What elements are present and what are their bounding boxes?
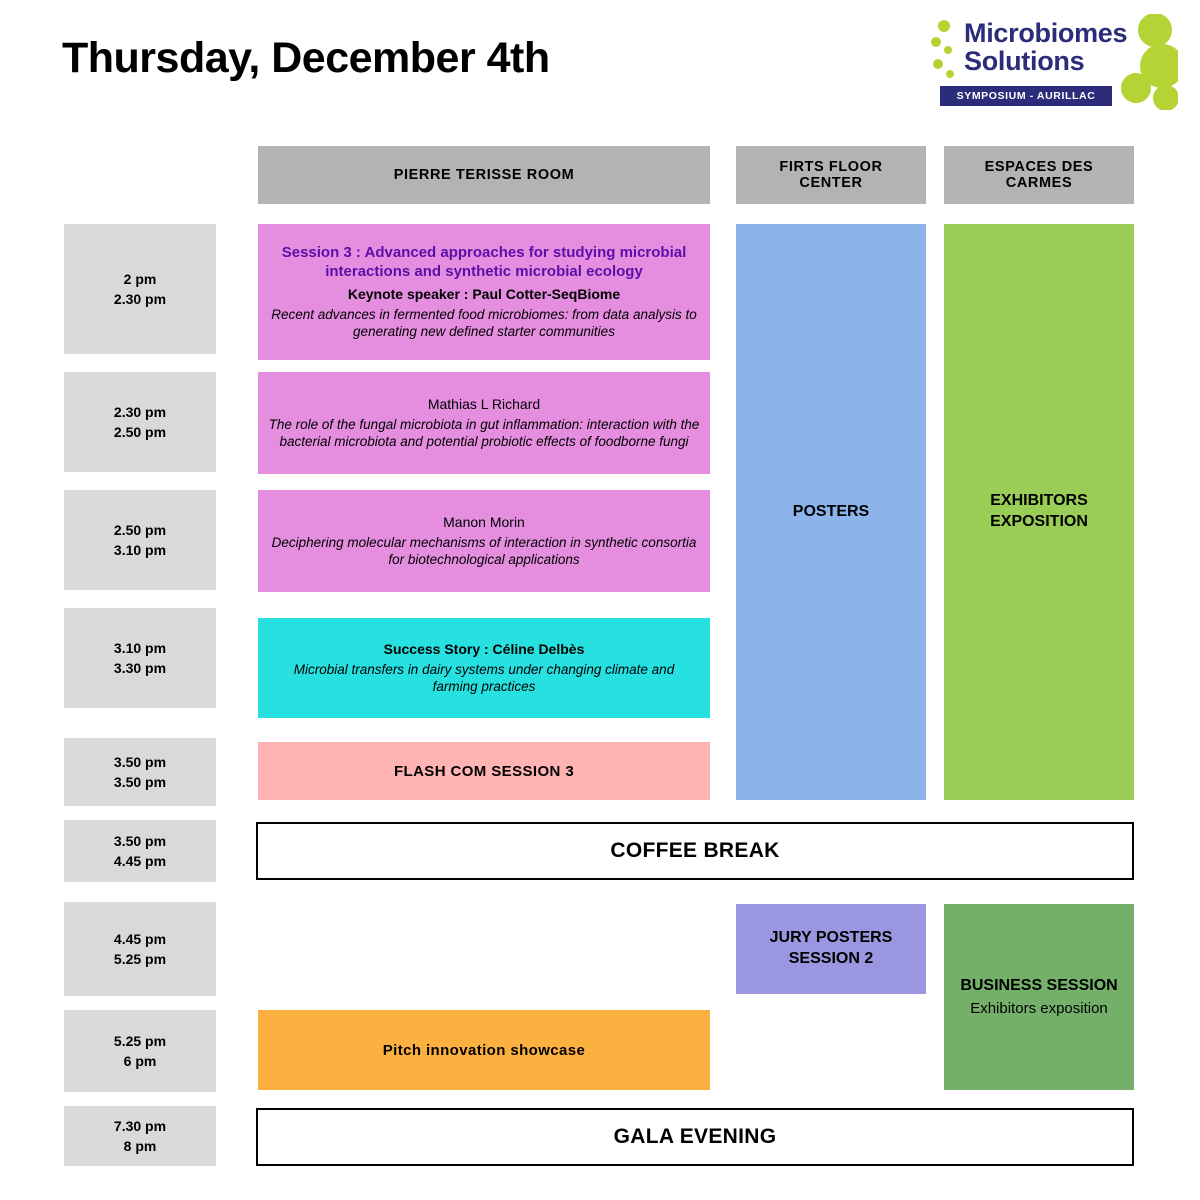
time-end: 3.10 pm [113,542,167,558]
time-slot-2 [64,490,216,590]
time-end: 5.25 pm [113,951,167,967]
time-start: 2.50 pm [113,521,167,538]
time-slot-8 [64,1106,216,1166]
session-label: Pitch innovation showcase [382,1041,586,1059]
logo-line1: Microbiomes [964,18,1128,48]
time-end: 3.30 pm [113,660,167,676]
session-description: Microbial transfers in dairy systems under changing climate and farming practices [293,661,675,695]
session-label-line1: EXHIBITORS [990,492,1088,510]
time-end: 3.50 pm [113,774,167,790]
session-speaker: Mathias L Richard [427,395,541,412]
column-header-room1: PIERRE TERISSE ROOM [258,146,710,204]
page-title: Thursday, December 4th [62,34,550,82]
session-speaker: Success Story : Céline Delbès [383,640,585,657]
session-keynote: Keynote speaker : Paul Cotter-SeqBiome [347,285,621,302]
time-end: 4.45 pm [113,853,167,869]
session-label: FLASH COM SESSION 3 [393,762,575,780]
time-slot-5 [64,820,216,882]
session-block-coffee-break[interactable] [256,822,1134,880]
session-block-exhibitors-exposition[interactable] [944,224,1134,800]
session-label-line2: SESSION 2 [788,950,874,967]
time-slot-1 [64,372,216,472]
time-start: 5.25 pm [113,1032,167,1049]
session-block-posters[interactable] [736,224,926,800]
session-title: Session 3 : Advanced approaches for studying microbial interactions and synthetic microbial ecology [281,243,687,281]
logo-line2: Solutions [964,45,1085,76]
session-description: Recent advances in fermented food microbiomes: from data analysis to generating new defined starter communities [271,306,697,340]
time-slot-4 [64,738,216,806]
time-start: 3.50 pm [113,832,167,849]
time-start: 4.45 pm [113,930,167,947]
session-label: GALA EVENING [613,1125,777,1148]
session-block-pitch[interactable] [258,1010,710,1090]
time-slot-6 [64,902,216,996]
logo-subtitle: SYMPOSIUM - AURILLAC [940,86,1112,106]
session-block-session3[interactable] [258,224,710,360]
time-slot-0 [64,224,216,354]
time-start: 7.30 pm [113,1117,167,1134]
session-block-business-session[interactable] [944,904,1134,1090]
session-speaker: Manon Morin [443,513,525,530]
time-start: 2.30 pm [113,403,167,420]
session-block-talk2[interactable] [258,490,710,592]
session-label-line2: EXPOSITION [990,513,1088,530]
session-description: Deciphering molecular mechanisms of interaction in synthetic consortia for biotechnological applications [271,534,697,568]
session-block-talk1[interactable] [258,372,710,474]
session-block-flash-com[interactable] [258,742,710,800]
session-block-gala-evening[interactable] [256,1108,1134,1166]
logo [928,14,1178,110]
session-block-jury-posters[interactable] [736,904,926,994]
session-label-line1: BUSINESS SESSION [960,976,1118,994]
time-end: 8 pm [123,1138,157,1154]
session-label: COFFEE BREAK [610,839,780,862]
time-slot-3 [64,608,216,708]
session-description: The role of the fungal microbiota in gut inflammation: interaction with the bacterial microbiota and potential probiotic effects of foodborne fungi [268,416,700,450]
session-label: POSTERS [792,502,870,520]
column-header-room2: FIRTS FLOOR CENTER [736,146,926,204]
time-end: 6 pm [123,1053,157,1069]
time-start: 2 pm [123,270,157,287]
time-end: 2.30 pm [113,291,167,307]
time-start: 3.50 pm [113,753,167,770]
session-label-line1: JURY POSTERS [769,929,893,947]
time-end: 2.50 pm [113,424,167,440]
time-slot-7 [64,1010,216,1092]
time-start: 3.10 pm [113,639,167,656]
session-label-line2: Exhibitors exposition [970,999,1108,1017]
column-header-room3: ESPACES DES CARMES [944,146,1134,204]
session-block-success-story[interactable] [258,618,710,718]
logo-text [964,20,1127,75]
